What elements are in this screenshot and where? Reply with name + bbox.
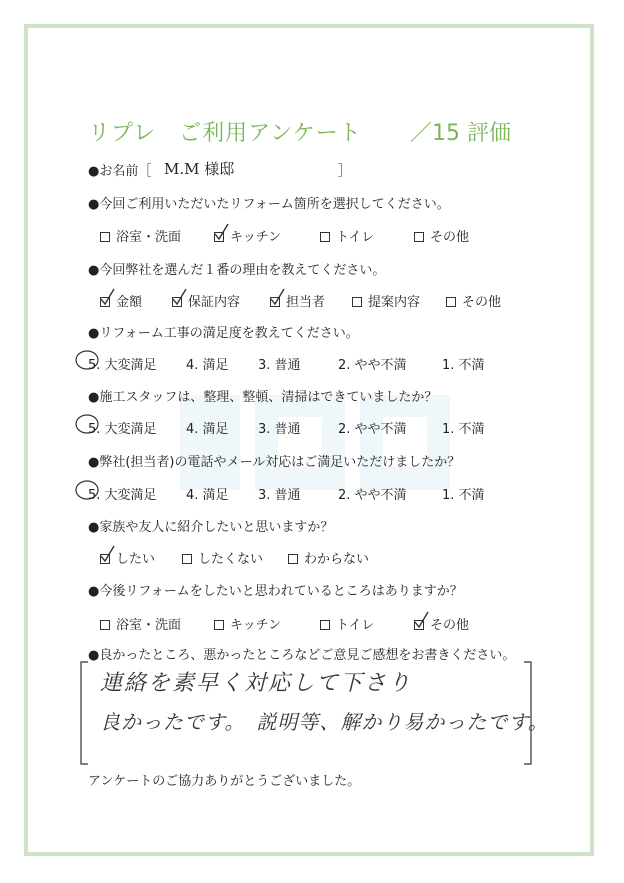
q1-option-3[interactable] [320,226,374,245]
option-label: キッチン [230,230,282,245]
q7-option-1[interactable] [100,614,181,633]
q2-option-3[interactable] [270,291,325,310]
checkbox[interactable] [352,297,362,307]
q3-scale-1[interactable]: 1. 不満 [442,358,485,373]
option-label: その他 [430,618,470,633]
option-label: 保証内容 [188,295,241,310]
q6-option-3[interactable] [288,548,369,567]
q3-scale-2[interactable]: 2. やや不満 [338,358,407,373]
checkbox-checked[interactable] [214,232,224,242]
checkbox[interactable] [100,232,110,242]
page-title: リプレ ご利用アンケート [88,121,362,146]
q5-scale-5[interactable]: 5. 大変満足 [88,488,157,503]
option-label: 金額 [116,295,143,310]
checkbox-checked[interactable] [414,620,424,630]
option-label: キッチン [230,618,282,633]
option-label: その他 [430,230,470,245]
q3-scale-5[interactable]: 5. 大変満足 [88,358,157,373]
checkbox-checked[interactable] [100,554,110,564]
q1-option-4[interactable] [414,226,469,245]
option-label: したくない [198,552,264,567]
q5-scale-2[interactable]: 2. やや不満 [338,488,407,503]
checkbox[interactable] [414,232,424,242]
q5-scale-4[interactable]: 4. 満足 [186,488,229,503]
option-label: その他 [462,295,502,310]
q2-option-4[interactable] [352,291,420,310]
check-mark-icon [414,612,430,630]
q5-scale-3[interactable]: 3. 普通 [258,488,301,503]
question-3: ●リフォーム工事の満足度を教えてください。 [88,326,359,341]
q7-option-2[interactable] [214,614,281,633]
comment-answer-line-2: 良かったです。 説明等、解かり易かったです。 [100,710,549,734]
q5-scale-1[interactable]: 1. 不満 [442,488,485,503]
q2-option-5[interactable] [446,291,501,310]
question-6: ●家族や友人に紹介したいと思いますか？ [88,520,334,535]
q4-scale-3[interactable]: 3. 普通 [258,422,301,437]
option-label: 提案内容 [368,295,421,310]
q4-scale-2[interactable]: 2. やや不満 [338,422,407,437]
question-7: ●今後リフォームをしたいと思われているところはありますか？ [88,584,463,599]
checkbox[interactable] [100,620,110,630]
question-8: ●良かったところ、悪かったところなどご意見ご感想をお書きください。 [88,648,516,663]
option-label: したい [116,552,156,567]
checkbox-checked[interactable] [172,297,182,307]
option-label: トイレ [336,230,375,245]
q1-option-2[interactable] [214,226,281,245]
q2-option-1[interactable] [100,291,142,310]
option-label: わからない [304,552,370,567]
q6-option-1[interactable] [100,548,155,567]
q1-option-1[interactable] [100,226,181,245]
q7-option-4[interactable] [414,614,469,633]
checkbox[interactable] [320,620,330,630]
question-4: ●施工スタッフは、整理、整頓、清掃はできていましたか？ [88,390,438,405]
q3-scale-3[interactable]: 3. 普通 [258,358,301,373]
q7-option-3[interactable] [320,614,374,633]
comment-answer-line-1: 連絡を素早く対応して下さり [100,671,413,696]
checkbox-checked[interactable] [270,297,280,307]
option-label: トイレ [336,618,375,633]
question-2: ●今回弊社を選んだ１番の理由を教えてください。 [88,263,386,278]
option-label: 担当者 [286,295,326,310]
checkbox[interactable] [182,554,192,564]
checkbox[interactable] [320,232,330,242]
option-label: 浴室・洗面 [116,618,182,633]
q6-option-2[interactable] [182,548,263,567]
check-mark-icon [100,289,116,307]
checkbox[interactable] [446,297,456,307]
checkbox-checked[interactable] [100,297,110,307]
q4-scale-1[interactable]: 1. 不満 [442,422,485,437]
check-mark-icon [214,224,230,242]
footer-thanks: アンケートのご協力ありがとうございました。 [88,774,361,789]
name-label: ●お名前［ [88,164,152,179]
watermark-logo [180,395,450,490]
q2-option-2[interactable] [172,291,240,310]
question-5: ●弊社(担当者)の電話やメール対応はご満足いただけましたか？ [88,455,461,470]
check-mark-icon [100,546,116,564]
checkbox[interactable] [214,620,224,630]
check-mark-icon [270,289,286,307]
q3-scale-4[interactable]: 4. 満足 [186,358,229,373]
check-mark-icon [172,289,188,307]
question-1: ●今回ご利用いただいたリフォーム箇所を選択してください。 [88,197,450,212]
checkbox[interactable] [288,554,298,564]
q4-scale-4[interactable]: 4. 満足 [186,422,229,437]
name-bracket-close: ］ [338,164,352,179]
q4-scale-5[interactable]: 5. 大変満足 [88,422,157,437]
option-label: 浴室・洗面 [116,230,182,245]
rating-label: ／15 評価 [410,121,511,146]
name-value: M.M 様邸 [164,160,235,178]
